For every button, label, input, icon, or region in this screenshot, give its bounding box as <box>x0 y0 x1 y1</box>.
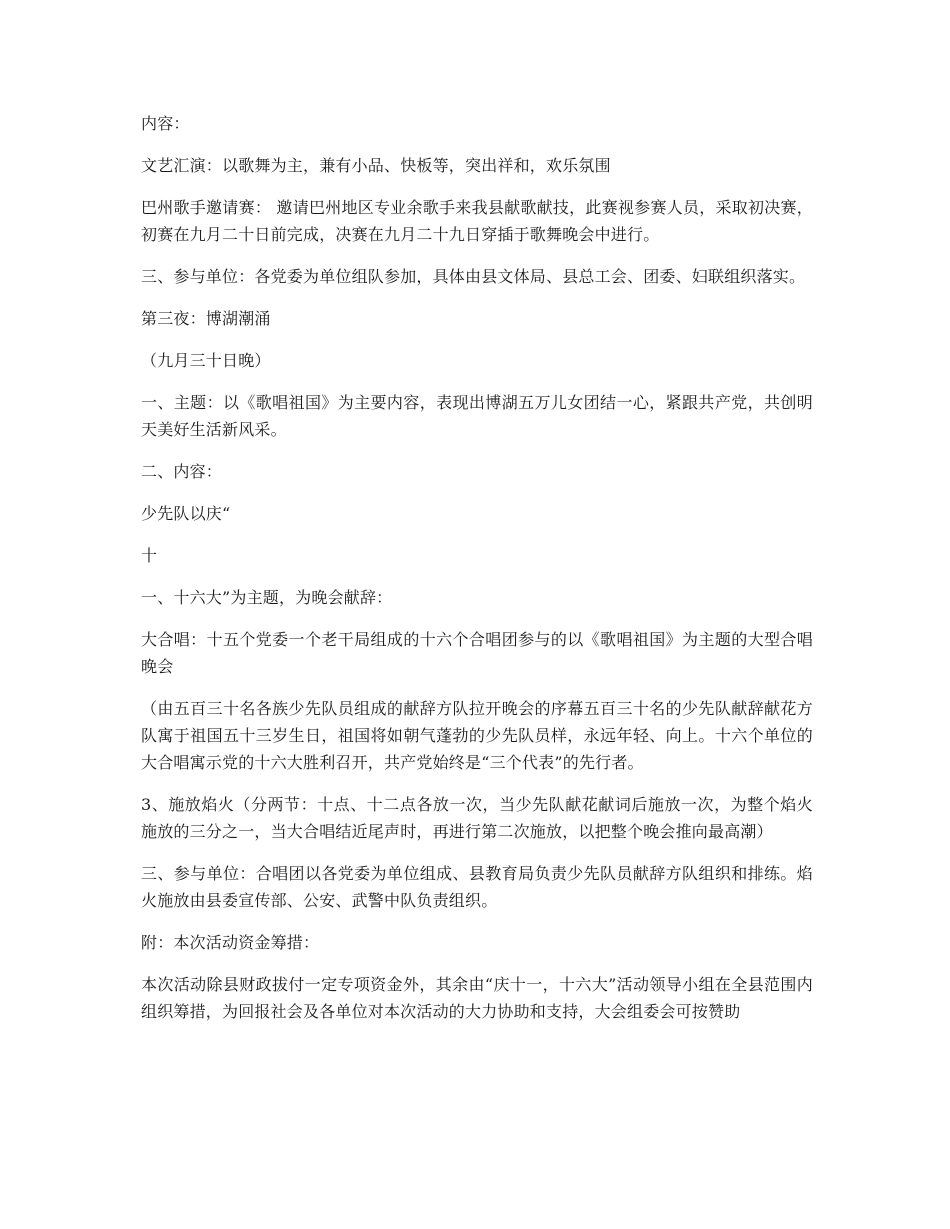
paragraph-third-night-date: （九月三十日晚） <box>141 351 271 370</box>
paragraph-content-heading: 内容： <box>141 114 190 133</box>
paragraph-fireworks: 3、施放焰火（分两节：十点、十二点各放一次，当少先队献花献词后施放一次，为整个焰火施放的三分之一，当大合唱结近尾声时，再进行第二次施放，以把整个晚会推向最高潮） <box>141 795 813 841</box>
paragraph-ten: 十 <box>141 546 158 565</box>
paragraph-singer-contest: 巴州歌手邀请赛： 邀请巴州地区专业余歌手来我县献歌献技，此赛视参赛人员，采取初决赛，初赛在九月二十日前完成，决赛在九月二十九日穿插于歌舞晚会中进行。 <box>141 198 813 244</box>
paragraph-content-heading-2: 二、内容： <box>141 462 223 481</box>
paragraph-chorus: 大合唱：十五个党委一个老干局组成的十六个合唱团参与的以《歌唱祖国》为主题的大型合唱晚会 <box>141 630 813 676</box>
paragraph-participants-1: 三、参与单位：各党委为单位组队参加，具体由县文体局、县总工会、团委、妇联组织落实。 <box>141 267 806 286</box>
paragraph-sixteenth-congress-theme: 一、十六大”为主题，为晚会献辞： <box>141 588 393 607</box>
paragraph-pioneer-formation: （由五百三十名各族少先队员组成的献辞方队拉开晚会的序幕五百三十名的少先队献辞献花方队寓于祖国五十三岁生日，祖国将如朝气蓬勃的少先队员样，永远年轻、向上。十六个单位的大合唱寓示党的十六大胜利召开，共产党始终是“三个代表”的先行者。 <box>141 699 813 772</box>
paragraph-funding-body: 本次活动除县财政拔付一定专项资金外，其余由“庆十一，十六大”活动领导小组在全县范围内组织筹措，为回报社会及各单位对本次活动的大力协助和支持，大会组委会可按赞助 <box>141 975 813 1021</box>
paragraph-theme: 一、主题：以《歌唱祖国》为主要内容，表现出博湖五万儿女团结一心，紧跟共产党，共创明天美好生活新风采。 <box>141 393 813 439</box>
document-body <box>141 110 813 1040</box>
paragraph-arts-performance: 文艺汇演：以歌舞为主，兼有小品、快板等，突出祥和，欢乐氛围 <box>141 156 611 175</box>
paragraph-third-night-title: 第三夜：博湖潮涌 <box>141 309 271 328</box>
paragraph-young-pioneers: 少先队以庆“ <box>141 504 231 523</box>
paragraph-participants-2: 三、参与单位：合唱团以各党委为单位组成、县教育局负责少先队员献辞方队组织和排练。焰火施放由县委宣传部、公安、武警中队负责组织。 <box>141 864 813 910</box>
paragraph-funding-heading: 附：本次活动资金筹措： <box>141 933 320 952</box>
